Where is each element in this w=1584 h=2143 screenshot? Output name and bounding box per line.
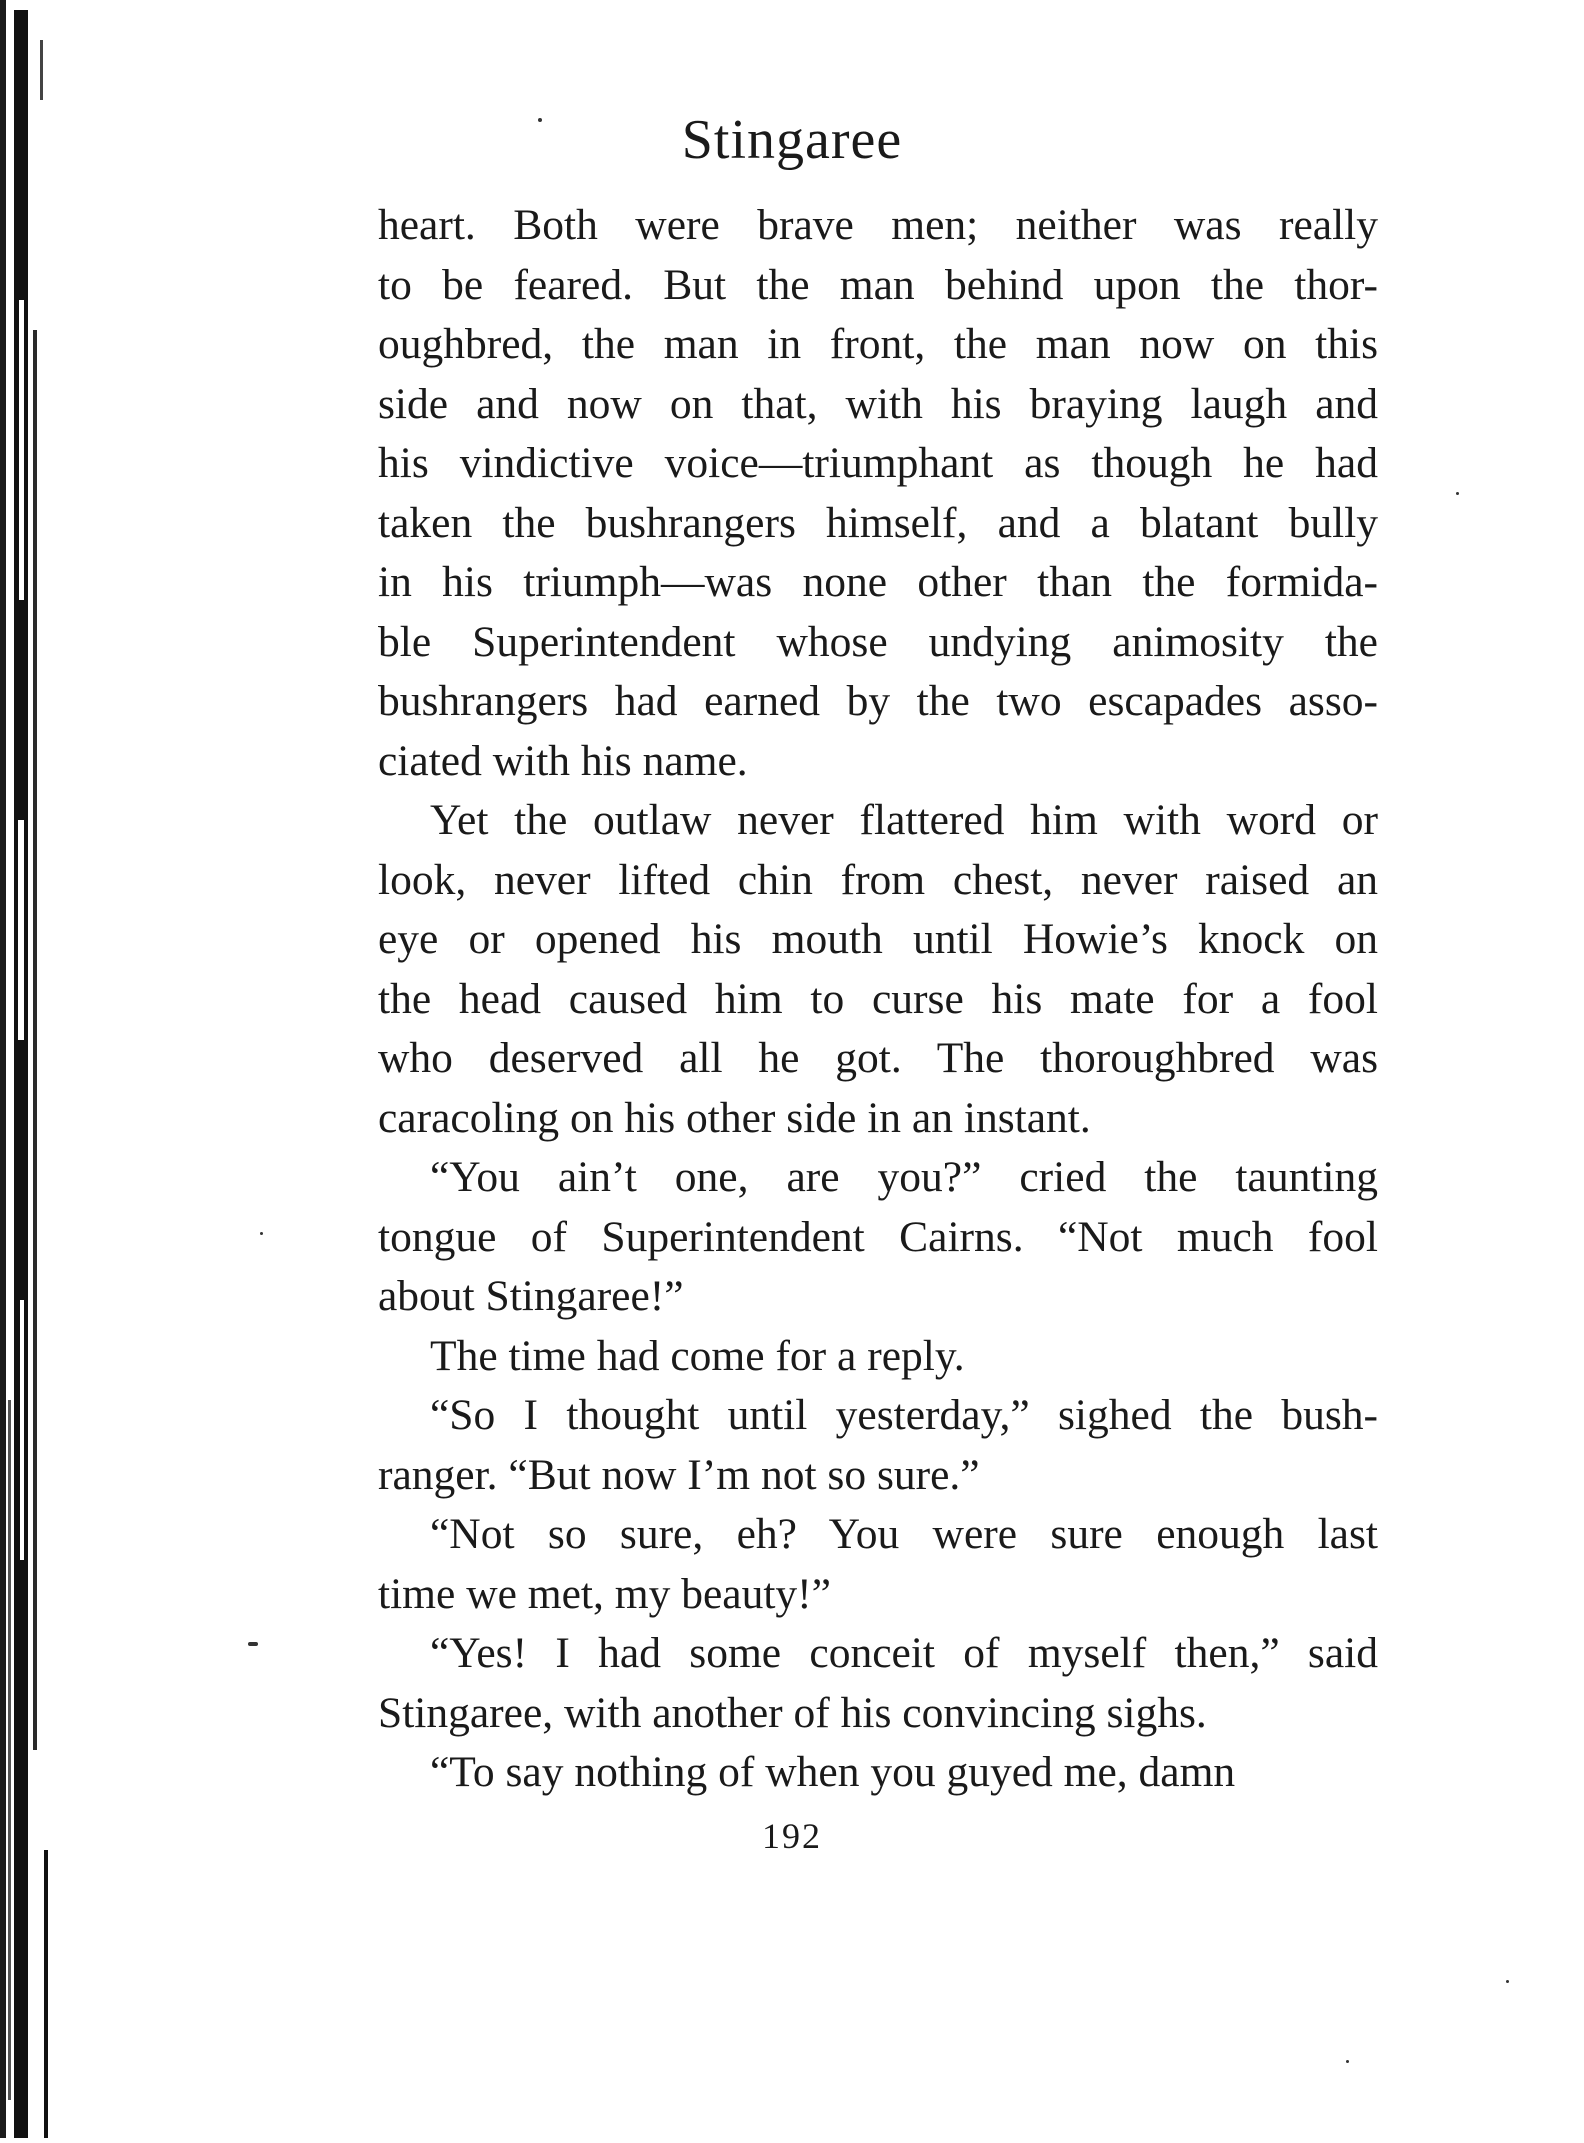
text-line: look, never lifted chin from chest, never raised an bbox=[378, 855, 1378, 904]
paragraph bbox=[378, 196, 1378, 791]
text-line: “Not so sure, eh? You were sure enough last bbox=[430, 1510, 1378, 1558]
text-line: bushrangers had earned by the two escapades asso- bbox=[378, 677, 1378, 725]
text-line: the head caused him to curse his mate for a fool bbox=[378, 974, 1378, 1023]
body-text bbox=[378, 196, 1378, 1803]
paragraph bbox=[378, 1327, 1378, 1387]
text-line: ciated with his name. bbox=[378, 736, 748, 785]
text-line: his vindictive voice—triumphant as though he had bbox=[378, 439, 1378, 487]
scan-speck bbox=[1346, 2060, 1349, 2063]
text-line: in his triumph—was none other than the formida- bbox=[378, 558, 1378, 606]
running-header: Stingaree bbox=[681, 109, 903, 171]
page-number: 192 bbox=[762, 1816, 822, 1856]
text-line: “To say nothing of when you guyed me, damn bbox=[430, 1748, 1236, 1796]
text-line: who deserved all he got. The thoroughbred was bbox=[378, 1034, 1378, 1082]
text-line: Yet the outlaw never flattered him with word or bbox=[430, 796, 1378, 844]
text-line: “So I thought until yesterday,” sighed the bush- bbox=[430, 1391, 1378, 1439]
text-line: ranger. “But now I’m not so sure.” bbox=[378, 1450, 980, 1499]
text-line: oughbred, the man in front, the man now on this bbox=[378, 320, 1378, 368]
text-line: side and now on that, with his braying laugh and bbox=[378, 379, 1378, 428]
paragraph bbox=[378, 1624, 1378, 1743]
paragraph bbox=[378, 1505, 1378, 1624]
scan-speck bbox=[538, 118, 542, 122]
paragraph bbox=[378, 1743, 1378, 1803]
text-line: caracoling on his other side in an instant. bbox=[378, 1093, 1091, 1142]
text-line: time we met, my beauty!” bbox=[378, 1569, 831, 1618]
text-line: to be feared. But the man behind upon the thor- bbox=[378, 260, 1378, 309]
scan-speck bbox=[1506, 1980, 1509, 1983]
text-line: “You ain’t one, are you?” cried the taunting bbox=[430, 1153, 1378, 1201]
text-line: “Yes! I had some conceit of myself then,” said bbox=[430, 1629, 1378, 1677]
paragraph bbox=[378, 1148, 1378, 1327]
scan-speck bbox=[260, 1232, 263, 1235]
text-line: ble Superintendent whose undying animosity the bbox=[378, 617, 1378, 666]
scan-speck bbox=[1456, 492, 1459, 495]
text-line: Stingaree, with another of his convincing sighs. bbox=[378, 1688, 1207, 1737]
text-line: heart. Both were brave men; neither was really bbox=[378, 201, 1378, 249]
text-line: eye or opened his mouth until Howie’s knock on bbox=[378, 915, 1378, 963]
text-line: taken the bushrangers himself, and a blatant bully bbox=[378, 498, 1378, 547]
text-line: about Stingaree!” bbox=[378, 1272, 684, 1320]
text-line: The time had come for a reply. bbox=[430, 1331, 965, 1380]
text-line: tongue of Superintendent Cairns. “Not much fool bbox=[378, 1212, 1378, 1261]
paragraph bbox=[378, 791, 1378, 1148]
scan-speck bbox=[248, 1642, 258, 1646]
paragraph bbox=[378, 1386, 1378, 1505]
